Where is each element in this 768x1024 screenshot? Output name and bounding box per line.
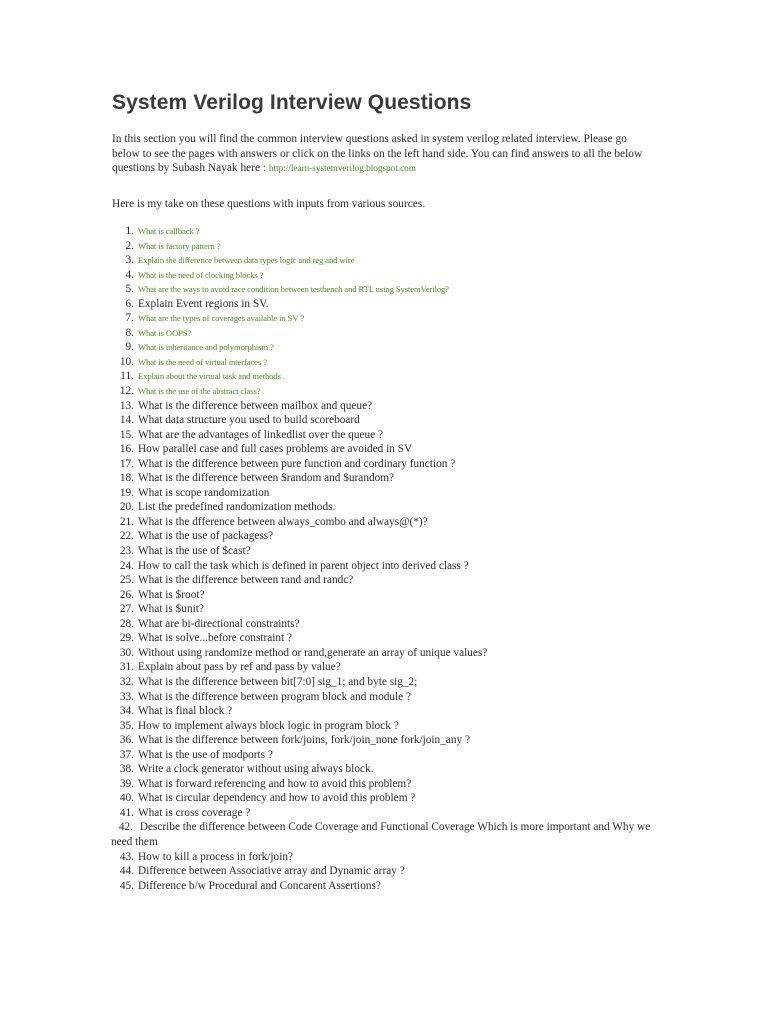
- list-item[interactable]: [112, 369, 652, 384]
- list-item[interactable]: [112, 282, 652, 297]
- list-item-number: 20.: [119, 501, 134, 514]
- question-text: List the predefined randomization methods.: [138, 501, 336, 514]
- list-item-number: 37.: [119, 748, 134, 761]
- list-item-number: 8.: [125, 326, 134, 339]
- list-item: [112, 791, 652, 806]
- list-item-number: 34.: [119, 705, 134, 718]
- list-item-number: 18.: [119, 472, 134, 485]
- list-item-number: 7.: [125, 312, 134, 325]
- list-item-number: 23.: [119, 545, 134, 558]
- list-item-number: 21.: [119, 515, 134, 528]
- list-item: [112, 748, 652, 763]
- list-item: [112, 544, 652, 559]
- list-item[interactable]: [112, 239, 652, 254]
- list-item[interactable]: [112, 268, 652, 283]
- list-item-number: 16.: [119, 443, 134, 456]
- question-text: What is $unit?: [138, 603, 204, 616]
- list-item-number: 6.: [125, 297, 134, 310]
- list-item-number: 36.: [119, 734, 134, 747]
- list-item-number: 45.: [119, 879, 134, 892]
- list-item: [112, 573, 652, 588]
- questions-list: [112, 224, 652, 893]
- list-item-number: 12.: [119, 385, 134, 398]
- list-item[interactable]: [112, 311, 652, 326]
- question-text: What is the use of packagess?: [138, 530, 274, 543]
- list-item-number: 40.: [119, 792, 134, 805]
- list-item-number: 15.: [119, 428, 134, 441]
- question-text: Explain Event regions in SV.: [138, 297, 269, 310]
- list-item: [112, 399, 652, 414]
- list-item-number: 26.: [119, 588, 134, 601]
- list-item: [112, 660, 652, 675]
- question-text: What is the difference between program block and module ?: [138, 690, 412, 703]
- list-item[interactable]: [112, 326, 652, 341]
- list-item: [111, 820, 651, 849]
- list-item-number: 42.: [118, 821, 133, 834]
- intro-text: In this section you will find the common interview questions asked in system verilog related interview. Please go below to see the pages with answers or click on the links on the left hand side. You can find answers to all the below questions by Subash Nayak here :: [112, 133, 643, 174]
- list-item-number: 35.: [119, 719, 134, 732]
- list-item: [112, 850, 652, 865]
- question-link[interactable]: What is the use of the abstract class?: [138, 386, 261, 397]
- list-item-number: 30.: [119, 646, 134, 659]
- question-text: What is the dfference between always_combo and always@(*)?: [138, 515, 428, 528]
- list-item: [112, 733, 652, 748]
- question-link[interactable]: What are the ways to avoid race condition between testbench and RTL using SystemVerilog?: [138, 284, 449, 295]
- list-item: [112, 617, 652, 632]
- list-item-number: 9.: [125, 341, 134, 354]
- question-text: Difference b/w Procedural and Concarent Assertions?: [138, 879, 381, 892]
- question-link[interactable]: What is the need of clocking blocks ?: [138, 269, 264, 280]
- question-text: What is the use of $cast?: [138, 545, 251, 558]
- list-item-number: 14.: [119, 414, 134, 427]
- list-item: [112, 690, 652, 705]
- question-text: How to implement always block logic in program block ?: [138, 719, 399, 732]
- list-item[interactable]: [112, 253, 652, 268]
- list-item-number: 24.: [119, 559, 134, 572]
- list-item-number: 41.: [119, 806, 134, 819]
- list-item: [112, 602, 652, 617]
- intro-link[interactable]: http://learn-systemverilog.blogspot.com: [268, 163, 416, 173]
- list-item: [112, 646, 652, 661]
- question-text: What is forward referencing and how to avoid this problem?: [138, 777, 412, 790]
- list-item: [112, 704, 652, 719]
- list-item[interactable]: [112, 340, 652, 355]
- question-text: Without using randomize method or rand,generate an array of unique values?: [138, 646, 488, 659]
- list-item: [112, 675, 652, 690]
- list-item: [112, 515, 652, 530]
- list-item[interactable]: [112, 224, 652, 239]
- list-item-number: 27.: [119, 603, 134, 616]
- list-item-number: 31.: [119, 661, 134, 674]
- list-item: [112, 879, 652, 894]
- list-item-number: 3.: [125, 254, 134, 267]
- question-text: What is solve...before constraint ?: [138, 632, 293, 645]
- question-text: How to kill a process in fork/join?: [138, 850, 293, 863]
- document-page: [112, 88, 652, 893]
- question-link[interactable]: What is callback ?: [138, 226, 200, 236]
- question-text: What is the difference between $random and $urandom?: [138, 472, 395, 485]
- question-text: What is the difference between fork/joins, fork/join_none fork/join_any ?: [138, 734, 471, 747]
- list-item: [112, 631, 652, 646]
- list-item-number: 43.: [119, 850, 134, 863]
- list-item-number: 10.: [119, 355, 134, 368]
- list-item[interactable]: [112, 355, 652, 370]
- list-item: [112, 428, 652, 443]
- question-text: What is the difference between bit[7:0] sig_1; and byte sig_2;: [138, 675, 418, 688]
- question-text: What is $root?: [138, 588, 205, 601]
- list-item: [112, 500, 652, 515]
- list-item: [112, 486, 652, 501]
- list-item: [112, 442, 652, 457]
- list-item: [112, 297, 652, 312]
- question-text: What is the difference between mailbox and queue?: [138, 399, 373, 412]
- list-item-number: 11.: [120, 370, 134, 383]
- list-item: [112, 413, 652, 428]
- list-item[interactable]: [112, 384, 652, 399]
- list-item: [112, 806, 652, 821]
- question-text: What data structure you used to build scoreboard: [138, 414, 360, 427]
- list-item-number: 29.: [119, 632, 134, 645]
- list-item: [112, 559, 652, 574]
- intro-paragraph: [112, 132, 652, 176]
- question-text: What is circular dependency and how to avoid this problem ?: [138, 792, 416, 805]
- question-link[interactable]: What is the need of virtual interfaces ?: [138, 356, 267, 367]
- list-item-number: 13.: [119, 399, 134, 412]
- list-item-number: 38.: [119, 763, 134, 776]
- question-text: What is the difference between rand and randc?: [138, 574, 354, 587]
- list-item: [112, 864, 652, 879]
- question-text: How to call the task which is defined in parent object into derived class ?: [138, 559, 469, 572]
- list-item-number: 19.: [119, 486, 134, 499]
- list-item: [112, 762, 652, 777]
- list-item-number: 4.: [125, 268, 134, 281]
- question-text: What is the difference between pure function and cordinary function ?: [138, 457, 456, 470]
- question-text: Difference between Associative array and Dynamic array ?: [138, 865, 405, 878]
- list-item-number: 32.: [119, 675, 134, 688]
- question-text: What are the advantages of linkedlist over the queue ?: [138, 428, 383, 441]
- question-link[interactable]: Explain the difference between data types logic and reg and wire: [138, 255, 355, 266]
- list-item: [112, 471, 652, 486]
- question-text: How parallel case and full cases problems are avoided in SV: [138, 443, 413, 456]
- question-text: What is the use of modports ?: [138, 748, 273, 761]
- list-item-number: 39.: [119, 777, 134, 790]
- list-item-number: 5.: [125, 283, 134, 296]
- list-item: [112, 529, 652, 544]
- list-item: [112, 719, 652, 734]
- list-item-number: 25.: [119, 574, 134, 587]
- take-paragraph: Here is my take on these questions with inputs from various sources.: [112, 197, 426, 210]
- list-item-number: 33.: [119, 690, 134, 703]
- list-item-number: 2.: [125, 239, 134, 252]
- question-text: Describe the difference between Code Coverage and Functional Coverage Which is more important and Why we need them: [111, 821, 651, 848]
- question-link[interactable]: What is factory pattern ?: [138, 240, 221, 251]
- question-text: What are bi-directional constraints?: [138, 617, 300, 630]
- list-item-number: 44.: [119, 865, 134, 878]
- list-item: [112, 588, 652, 603]
- page-title: System Verilog Interview Questions: [112, 91, 472, 114]
- question-text: What is scope randomization: [138, 486, 270, 499]
- list-item: [112, 777, 652, 792]
- question-link[interactable]: What are the types of coverages available in SV ?: [138, 313, 305, 324]
- list-item-number: 1.: [125, 225, 134, 237]
- question-link[interactable]: What is inheritance and polymorphism ?: [138, 342, 274, 353]
- list-item: [112, 457, 652, 472]
- list-item-number: 17.: [119, 457, 134, 470]
- question-text: Explain about pass by ref and pass by value?: [138, 661, 341, 674]
- question-text: What is final block ?: [138, 705, 233, 718]
- list-item-number: 22.: [119, 530, 134, 543]
- question-link[interactable]: What is OOPS?: [138, 327, 192, 338]
- question-text: What is cross coverage ?: [138, 806, 251, 819]
- question-link[interactable]: Explain about the virtual task and methods .: [138, 371, 285, 382]
- question-text: Write a clock generator without using always block.: [138, 763, 374, 776]
- list-item-number: 28.: [119, 617, 134, 630]
